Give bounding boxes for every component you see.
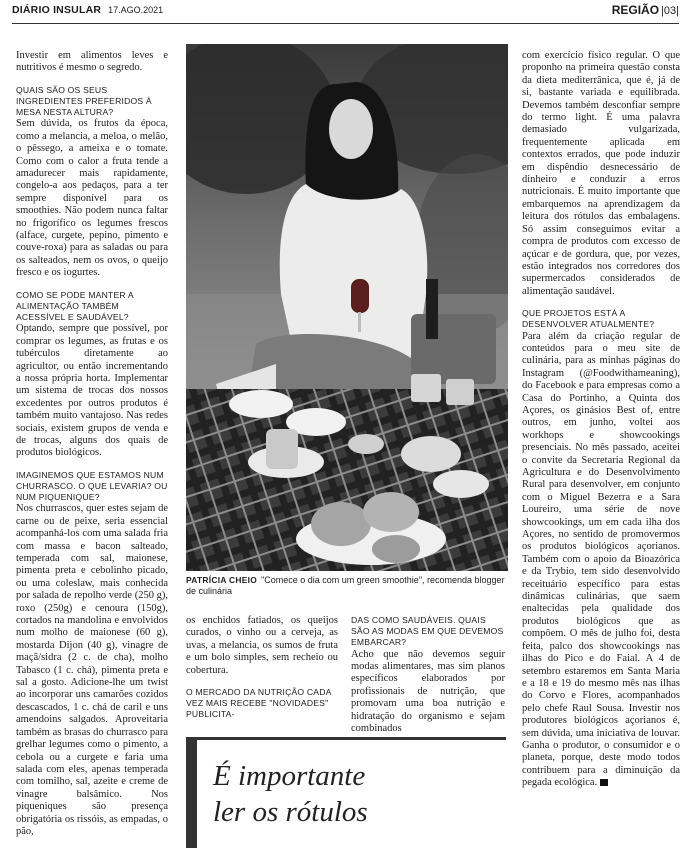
article-paragraph: com exercício físico regular. O que proponho na primeira questão consta da dieta mediterrânica, que é, já de si, bastante variada e equilibrada. Devemos também desconfiar sempre do termo light. É uma palavra demasiado vulgarizada, frequentemente aplicada em contextos errados, que pode induzir em dispêndio desnecessário de dinheiro e conduzir a erros nutricionais. É muito importante que embarquemos na aprendizagem da leitura dos rótulos das embalagens. Só assim conseguimos evitar a compra de produtos com excesso de açúcar e de gordura, que, por vezes, estão integrados nos corredores dos supermercados considerados de alimentação saudável. bbox=[522, 50, 680, 297]
pull-quote-line-1: É importante bbox=[213, 760, 366, 792]
pull-quote-line-2: ler os rótulos bbox=[213, 796, 368, 828]
pull-quote bbox=[186, 737, 506, 848]
article-paragraph: os enchidos fatiados, os queijos curados, o vinho ou a cerveja, as uvas, a melancia, os sumos de fruta e um bolo simples, sem recheio ou cobertura. bbox=[186, 615, 338, 676]
header-rule bbox=[12, 23, 679, 24]
article-paragraph: Investir em alimentos leves e nutritivos é mesmo o segredo. bbox=[16, 50, 168, 74]
question-heading: COMO SE PODE MANTER A ALIMENTAÇÃO TAMBÉM ACESSÍVEL E SAUDÁVEL? bbox=[16, 289, 134, 323]
publication-masthead bbox=[12, 4, 163, 16]
article-photo bbox=[186, 44, 508, 571]
article-paragraph: Para além da criação regular de conteúdos para o meu site de culinária, para as minhas páginas do Instagram (@Foodwithameaning), do Facebook e para empresas como a Casa do Portinho, a Quinta dos Açores, os ginásios Best of, entre outros, em junho, voltei aos workhops e showcookings presenciais. No mês passado, aceitei o convite da Secretaria Regional da Agricultura e do Desenvolvimento Rural para desenvolver, em conjunto com o Miguel Bezerra e a Sara Loureiro, uma série de nove showcookings, um em cada ilha dos Açores, no sentido de promovermos os produtos biológicos açorianos. Também com o apoio da Bioazórica e da Trybio, tem sido desenvolvido receituário específico para estas dinâmicas culinárias, que saem enaltecidas pela qualidade dos produtos biológicos que as compõem. O mês de julho foi, desta feita, palco dos showcookings nas ilhas do Pico e do Faial. A 4 de setembro estaremos em Santa Maria e a 18 e 19 do mesmo mês nas ilhas do Corvo e Flores, acompanhados pelo chefe Raul Sousa. Investir nos produtores biológicos açorianos é, sem dúvida, uma iniciativa de louvar. Ganha o produtor, o consumidor e o planeta, porque, deste modo todos contribuem para a diminuição da pegada ecológica. bbox=[522, 330, 680, 789]
publication-date: 17.AGO.2021 bbox=[108, 5, 164, 15]
section-name: REGIÃO bbox=[611, 3, 660, 17]
article-column-2 bbox=[186, 615, 338, 721]
question-heading: IMAGINEMOS QUE ESTAMOS NUM CHURRASCO. O QUE LEVARIA? OU NUM PIQUENIQUE? bbox=[16, 469, 168, 503]
photo-caption bbox=[186, 575, 508, 597]
question-heading: QUAIS SÃO OS SEUS INGREDIENTES PREFERIDOS À MESA NESTA ALTURA? bbox=[16, 84, 152, 118]
end-of-article-mark bbox=[600, 779, 608, 786]
caption-name: PATRÍCIA CHEIO bbox=[186, 575, 258, 585]
article-paragraph: Nos churrascos, quer estes sejam de carne ou de peixe, seria essencial acompanhá-los com uma salada fria com massa e bacon salteado, temperada com sal, maionese, pimenta preta e cebolinho picado, ou uma coleslaw, mais conhecida por salada de repolho verde (250 g), roxo (250g) e cenoura (150g), cortados na mandolina e envolvidos num molho de maionese (60 g), mostarda Dijon (40 g), vinagre de maçã/sidra (2 c. de cha), molho Tabasco (1 c. chá), pimenta preta e sal a gosto. Adicione-lhe um twist ao incorporar uns camarões cozidos descascados, 1 c. chá de caril e uns amendoins salgados. Aproveitaria também as brasas do churrasco para grelhar legumes como o pimento, a cebola ou a curgete e faria uma salada com eles, apenas temperada com tomilho, sal, azeite e creme de vinagre balsâmico. Nos piqueniques são presença obrigatória os rissóis, as empadas, o pão, bbox=[16, 503, 168, 837]
question-heading: O MERCADO DA NUTRIÇÃO CADA VEZ MAIS RECEBE "NOVIDADES" PUBLICITA- bbox=[186, 687, 332, 720]
page-header bbox=[12, 4, 679, 20]
article-paragraph: Acho que não devemos seguir modas alimentares, mas sim planos específicos elaborados por profissionais de nutrição, que promovam uma boa nutrição e hidratação do organismo e sejam combinados bbox=[351, 648, 505, 735]
caption-text: "Comece o dia com um green smoothie", recomenda blogger de culinária bbox=[186, 575, 505, 596]
article-column-3 bbox=[351, 615, 505, 735]
question-heading: DAS COMO SAUDÁVEIS. QUAIS SÃO AS MODAS EM QUE DEVEMOS EMBARCAR? bbox=[351, 615, 504, 648]
article-paragraph: Sem dúvida, os frutos da época, como a melancia, a meloa, o melão, o pêssego, a ameixa e o tomate. Como com o calor a fruta tende a amadurecer mais rapidamente, congelo-a aos pedaços, para a ter sempre disponível para os smoothies. Não podem nunca faltar no frigorífico os legumes frescos (alface, curgete, pepino, pimento e couve-roxa) para as saladas ou para os salteados, nem os ovos, o queijo fresco e os iogurtes. bbox=[16, 118, 168, 279]
article-column-4 bbox=[522, 50, 680, 790]
pull-quote-text bbox=[213, 758, 368, 830]
article-column-1 bbox=[16, 50, 168, 838]
section-label bbox=[612, 3, 679, 17]
pull-quote-bar bbox=[186, 740, 197, 848]
article-paragraph: Optando, sempre que possível, por comprar os legumes, as frutas e os tubérculos diretamente ao agricultor, ou então incrementando a nossa própria horta. Implementar um sistema de trocas dos nossos excedentes por outros produtos é também muito vantajoso. Nas redes sociais, existem grupos de venda e de trocas, alguns dos quais de produtos biológicos. bbox=[16, 323, 168, 459]
page-number: |03| bbox=[661, 5, 679, 17]
question-heading: QUE PROJETOS ESTÁ A DESENVOLVER ATUALMENTE? bbox=[522, 308, 655, 330]
publication-name: DIÁRIO INSULAR bbox=[12, 4, 102, 16]
